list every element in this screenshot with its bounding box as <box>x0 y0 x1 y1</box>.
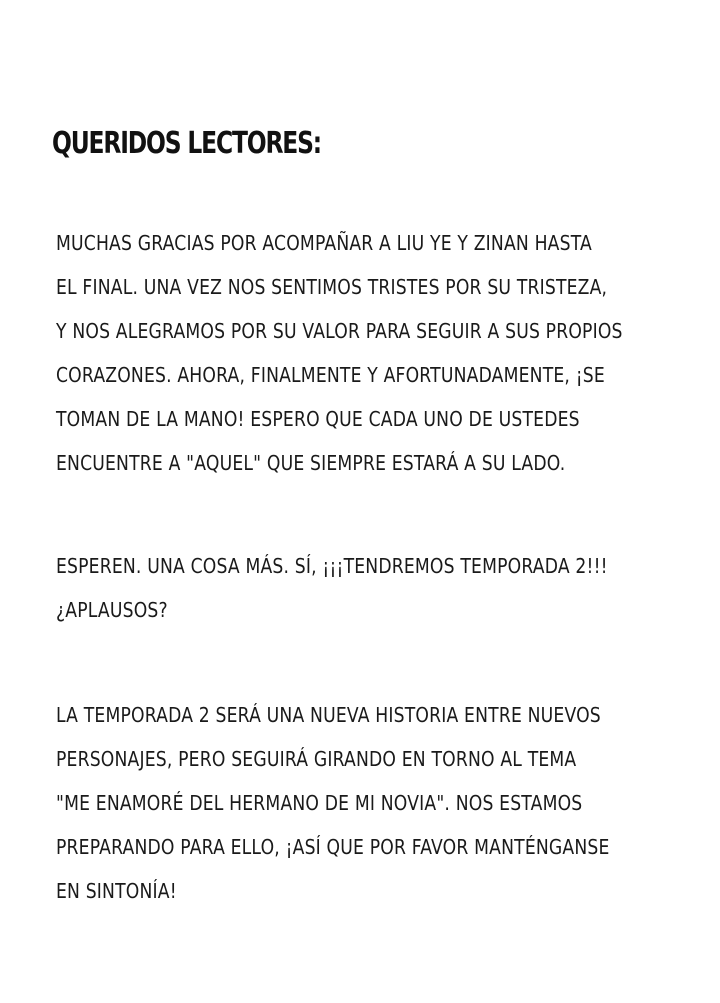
text-line: EL FINAL. UNA VEZ NOS SENTIMOS TRISTES POR SU TRISTEZA, <box>56 275 608 299</box>
text-line: TOMAN DE LA MANO! ESPERO QUE CADA UNO DE USTEDES <box>56 407 580 431</box>
text-line: PERSONAJES, PERO SEGUIRÁ GIRANDO EN TORNO AL TEMA <box>56 747 577 771</box>
letter-title: QUERIDOS LECTORES: <box>52 126 322 161</box>
text-line: ESPEREN. UNA COSA MÁS. SÍ, ¡¡¡TENDREMOS TEMPORADA 2!!! <box>56 554 608 578</box>
text-line: PREPARANDO PARA ELLO, ¡ASÍ QUE POR FAVOR MANTÉNGANSE <box>56 835 610 859</box>
text-line: ENCUENTRE A "AQUEL" QUE SIEMPRE ESTARÁ A SU LADO. <box>56 451 566 475</box>
text-line: MUCHAS GRACIAS POR ACOMPAÑAR A LIU YE Y ZINAN HASTA <box>56 231 592 255</box>
text-line: Y NOS ALEGRAMOS POR SU VALOR PARA SEGUIR A SUS PROPIOS <box>56 319 623 343</box>
text-line: EN SINTONÍA! <box>56 879 177 903</box>
paragraph-season-details <box>56 693 700 913</box>
paragraph-thanks <box>56 221 715 485</box>
text-line: LA TEMPORADA 2 SERÁ UNA NUEVA HISTORIA ENTRE NUEVOS <box>56 703 601 727</box>
paragraph-season-announcement <box>56 544 698 632</box>
text-line: "ME ENAMORÉ DEL HERMANO DE MI NOVIA". NOS ESTAMOS <box>56 791 583 815</box>
text-line: ¿APLAUSOS? <box>56 598 168 622</box>
text-line: CORAZONES. AHORA, FINALMENTE Y AFORTUNADAMENTE, ¡SE <box>56 363 605 387</box>
